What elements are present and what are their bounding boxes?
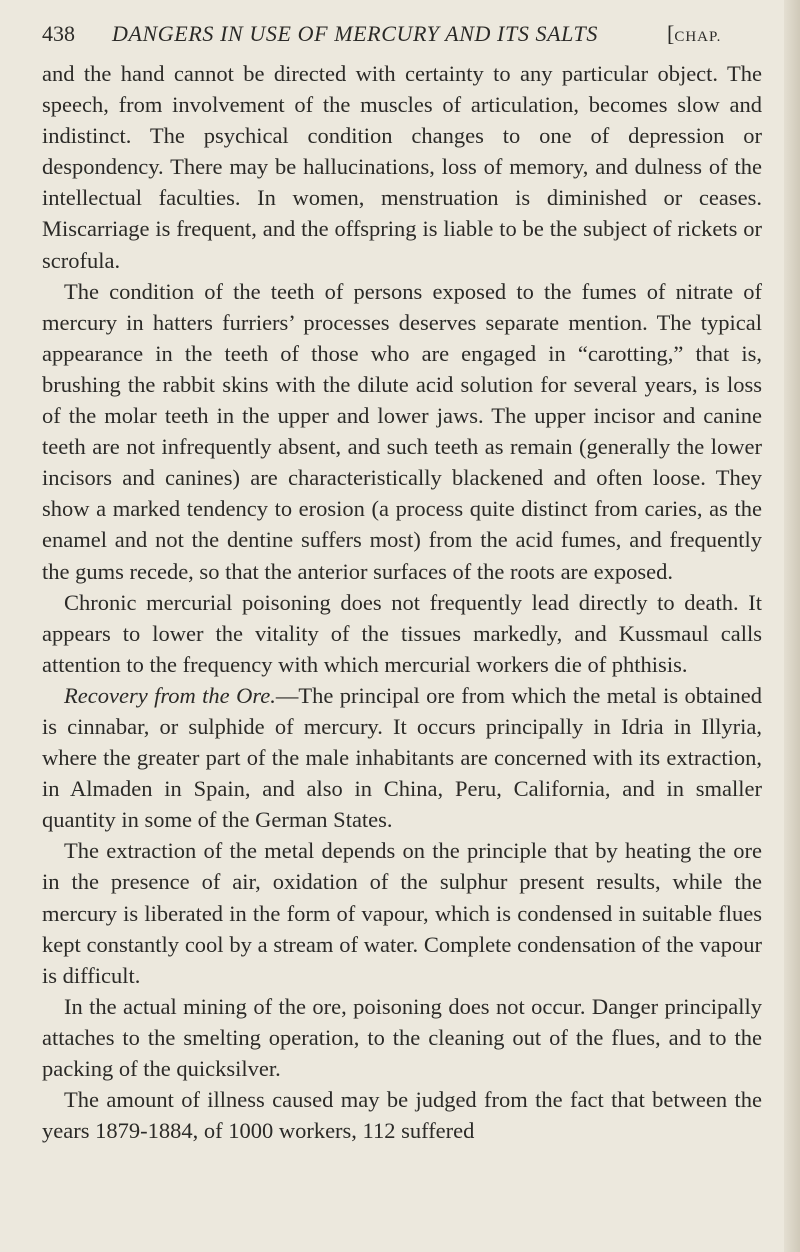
paragraph — [42, 1084, 762, 1146]
page-edge — [784, 0, 800, 1252]
paragraph — [42, 680, 762, 835]
paragraph — [42, 587, 762, 680]
chapter-label: CHAP. — [674, 29, 722, 45]
section-heading: Recovery from the Ore. — [64, 682, 276, 708]
paragraph — [42, 991, 762, 1084]
paragraph-text: and the hand cannot be directed with certainty to any particular object. The speech, from involvement of the muscles of articulation, becomes slow and indistinct. The psychical condition changes to one of depression or despondency. There may be hallucinations, loss of memory, and dulness of the intellectual faculties. In women, menstruation is diminished or ceases. Miscarriage is frequent, and the offspring is liable to be the subject of rickets or scrofula. — [42, 61, 762, 273]
paragraph-text: The extraction of the metal depends on the principle that by heating the ore in the presence of air, oxidation of the sulphur present results, while the mercury is liberated in the form of vapour, which is condensed in suitable flues kept constantly cool by a stream of water. Complete condensation of the vapour is difficult. — [42, 838, 762, 988]
paragraph — [42, 58, 762, 276]
paragraph — [42, 835, 762, 990]
paragraph-text: The amount of illness caused may be judged from the fact that between the years 1879-1884, of 1000 workers, 112 suffered — [42, 1087, 762, 1144]
paragraph-text: —The principal ore from which the metal is obtained is cinnabar, or sulphide of mercury. It occurs principally in Idria in Illyria, where the greater part of the male inhabitants are concerned with its extraction, in Almaden in Spain, and also in China, Peru, California, and in smaller quantity in some of the German States. — [42, 682, 762, 833]
body-text — [42, 58, 762, 1146]
page-number: 438 — [42, 21, 75, 46]
chapter-marker — [667, 16, 721, 55]
chapter-bracket: [ — [667, 21, 675, 46]
paragraph-text: The condition of the teeth of persons exposed to the fumes of nitrate of mercury in hatters furriers’ processes deserves separate mention. The typical appearance in the teeth of those who are engaged in “carotting,” that is, brushing the rabbit skins with the dilute acid solution for several years, is loss of the molar teeth in the upper and lower jaws. The upper incisor and canine teeth are not infrequently absent, and such teeth as remain (generally the lower incisors and canines) are characteristically blackened and often loose. They show a marked tendency to erosion (a process quite distinct from caries, as the enamel and not the dentine suffers most) from the acid fumes, and frequently the gums recede, so that the anterior surfaces of the roots are exposed. — [42, 278, 762, 584]
running-header — [42, 16, 762, 52]
paragraph-text: In the actual mining of the ore, poisoning does not occur. Danger principally attaches to the smelting operation, to the cleaning out of the flues, and to the packing of the quicksilver. — [42, 993, 762, 1081]
running-title: DANGERS IN USE OF MERCURY AND ITS SALTS — [112, 21, 598, 46]
paragraph — [42, 276, 762, 587]
paragraph-text: Chronic mercurial poisoning does not frequently lead directly to death. It appears to lower the vitality of the tissues markedly, and Kussmaul calls attention to the frequency with which mercurial workers die of phthisis. — [42, 589, 762, 677]
